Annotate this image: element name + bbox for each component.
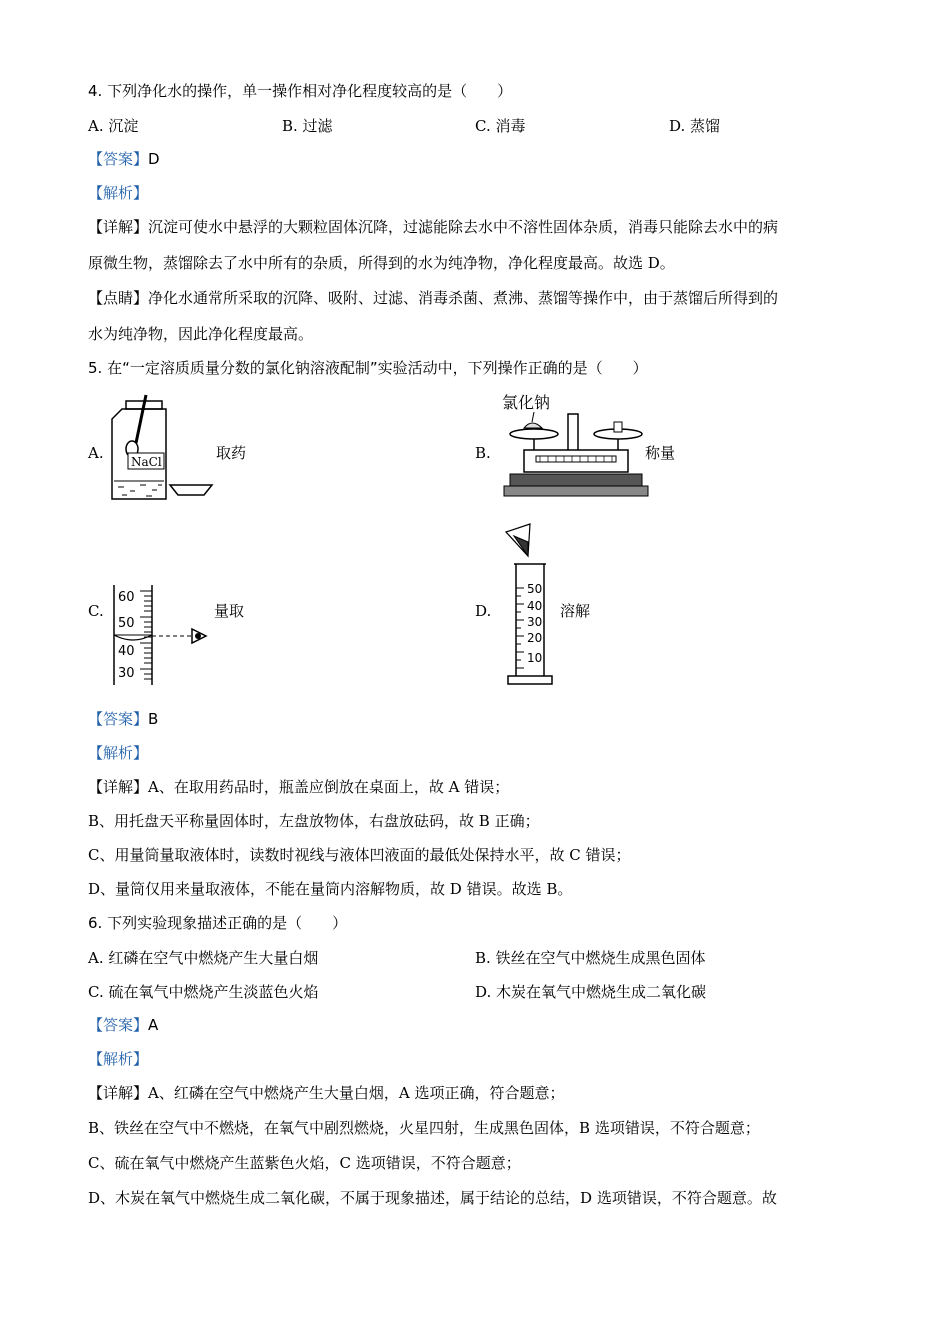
q4-stem: 4. 下列净化水的操作，单一操作相对净化程度较高的是（ ） [88,82,513,100]
q4-option-d: D. 蒸馏 [669,117,721,135]
reagent-bottle-figure [108,393,218,503]
cylinder-dissolve-figure [500,522,560,688]
tick-60: 60 [118,590,135,605]
tick-40: 40 [118,644,135,659]
q4-tip-line-2: 水为纯净物，因此净化程度最高。 [88,325,314,343]
tick-50: 50 [118,616,135,631]
q5-analysis-tag: 【解析】 [88,744,149,762]
q4-detail-line-2: 原微生物，蒸馏除去了水中所有的杂质，所得到的水为纯净物，净化程度最高。故选 D。 [88,254,675,272]
tick-40: 40 [527,599,543,613]
q5-stem: 5. 在“一定溶质质量分数的氯化钠溶液配制”实验活动中，下列操作正确的是（ ） [88,359,648,377]
q6-detail-line-2: B、铁丝在空气中不燃烧，在氧气中剧烈燃烧，火星四射，生成黑色固体，B 选项错误，不符合题意； [88,1119,760,1137]
tick-30: 30 [527,615,543,629]
q5-option-d-letter: D. [475,602,492,620]
q4-tip-line-1 [88,288,778,308]
q6-detail-line-1 [88,1083,564,1103]
detail-text: A、红磷在空气中燃烧产生大量白烟，A 选项正确，符合题意； [148,1084,565,1102]
q5-detail-line-2: B、用托盘天平称量固体时，左盘放物体，右盘放砝码，故 B 正确； [88,812,540,830]
answer-value: D [148,150,160,168]
detail-text: 沉淀可使水中悬浮的大颗粒固体沉降，过滤能除去水中不溶性固体杂质，消毒只能除去水中的病 [148,218,779,236]
q5-detail-line-1 [88,777,509,797]
q6-analysis-tag: 【解析】 [88,1050,149,1068]
q6-option-a: A. 红磷在空气中燃烧产生大量白烟 [88,949,319,967]
answer-tag: 【答案】 [88,150,149,168]
q5-answer [88,709,158,729]
q6-detail-line-4: D、木炭在氧气中燃烧生成二氧化碳，不属于现象描述，属于结论的总结，D 选项错误，不符合题意。故 [88,1189,777,1207]
detail-tag: 【详解】 [88,778,149,796]
q4-option-c: C. 消毒 [475,117,526,135]
answer-tag: 【答案】 [88,710,149,728]
q5-option-b-letter: B. [475,444,491,462]
tip-text: 净化水通常所采取的沉降、吸附、过滤、消毒杀菌、煮沸、蒸馏等操作中，由于蒸馏后所得到的 [148,289,779,307]
answer-tag: 【答案】 [88,1016,149,1034]
q5-option-a-letter: A. [88,444,104,462]
detail-tag: 【详解】 [88,1084,149,1102]
q6-option-b: B. 铁丝在空气中燃烧生成黑色固体 [475,949,706,967]
q6-option-c: C. 硫在氧气中燃烧产生淡蓝色火焰 [88,983,319,1001]
cylinder-reading-figure [106,583,210,687]
q4-answer [88,149,160,169]
balance-figure [502,390,650,505]
q4-option-a: A. 沉淀 [88,117,139,135]
tip-tag: 【点睛】 [88,289,149,307]
q5-option-c-letter: C. [88,602,104,620]
q6-answer [88,1015,158,1035]
q6-detail-line-3: C、硫在氧气中燃烧产生蓝紫色火焰，C 选项错误，不符合题意； [88,1154,521,1172]
tick-10: 10 [527,651,543,665]
q4-option-b: B. 过滤 [282,117,333,135]
q5-detail-line-3: C、用量筒量取液体时，读数时视线与液体凹液面的最低处保持水平，故 C 错误； [88,846,631,864]
detail-tag: 【详解】 [88,218,149,236]
q6-stem: 6. 下列实验现象描述正确的是（ ） [88,914,348,932]
balance-pan-label: 氯化钠 [502,393,551,412]
q6-option-d: D. 木炭在氧气中燃烧生成二氧化碳 [475,983,707,1001]
detail-text: A、在取用药品时，瓶盖应倒放在桌面上，故 A 错误； [148,778,510,796]
q5-option-d-caption: 溶解 [560,602,591,620]
q5-option-b-caption: 称量 [645,444,676,462]
q5-option-a-caption: 取药 [216,444,247,462]
answer-value: B [148,710,159,728]
tick-30: 30 [118,666,135,681]
tick-50: 50 [527,582,543,596]
bottle-label: NaCl [131,455,162,469]
q5-detail-line-4: D、量筒仅用来量取液体，不能在量筒内溶解物质，故 D 错误。故选 B。 [88,880,573,898]
q4-detail-line-1 [88,217,778,237]
tick-20: 20 [527,631,543,645]
q5-option-c-caption: 量取 [214,602,245,620]
q4-analysis-tag: 【解析】 [88,184,149,202]
answer-value: A [148,1016,159,1034]
